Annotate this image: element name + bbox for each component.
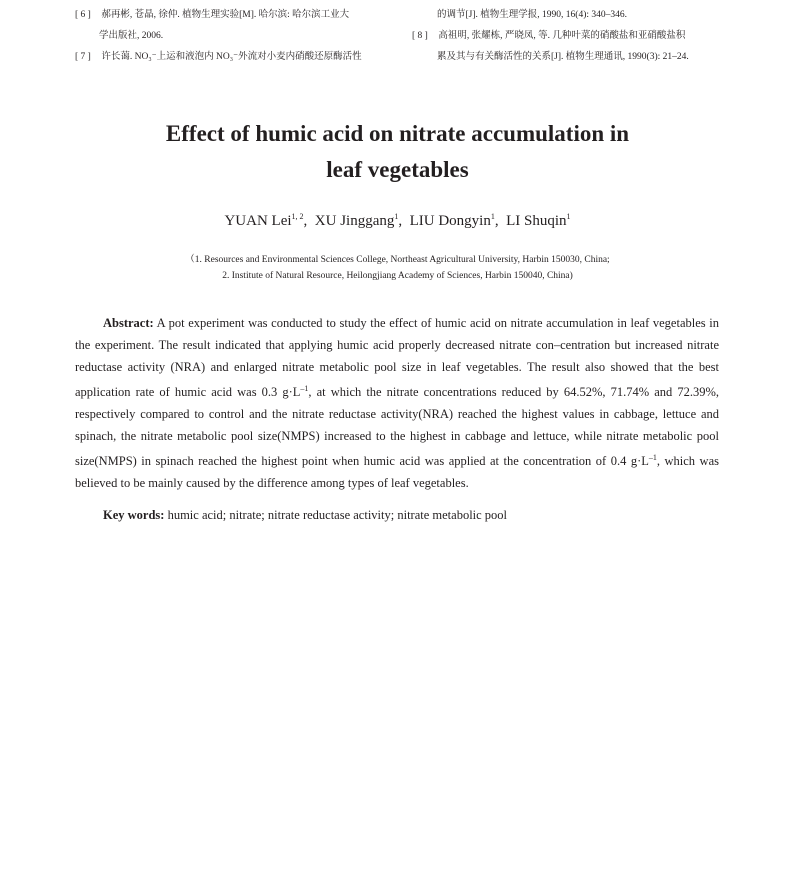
author-separator: , — [494, 213, 507, 229]
author-affiliation-mark: 1, 2 — [291, 212, 304, 221]
affiliation-line-1: （1. Resources and Environmental Sciences College, Northeast Agricultural University, Harbin 150030, China; — [185, 255, 610, 265]
abstract-text-part1: A pot experiment was conducted to study the effect of humic acid on nitrate accumulation in leaf vegetables in the experiment. The result indicated that applying humic acid properly decreased nitrate con–centration but increased nitrate reductase activity (NRA) and enlarged nitrate metabolic pool size in leaf vegetables. The result also showed that the best application rate of humic acid was 0.3 g·L — [75, 316, 719, 400]
reference-6-line2: 学出版社, 2006. — [99, 31, 164, 41]
author-separator: , — [398, 213, 410, 229]
unit-superscript: –1 — [648, 453, 657, 463]
author-affiliation-mark: 1 — [490, 212, 495, 221]
keywords-label: Key words: — [103, 508, 165, 522]
reference-text: 高祖明, 张耀栋, 严晓凤, 等. 几种叶菜的硝酸盐和亚硝酸盐积 — [438, 31, 686, 41]
reference-number: [ 8 ] — [412, 31, 428, 41]
reference-number: [ 7 ] — [75, 52, 91, 62]
author-name: XU Jinggang — [314, 213, 395, 229]
author-list — [0, 212, 795, 230]
unit-superscript: –1 — [300, 384, 309, 393]
keywords-line — [75, 508, 719, 523]
reference-7-line1 — [75, 48, 362, 62]
reference-number: [ 6 ] — [75, 10, 91, 20]
reference-text: 许长蔼. NO₃⁻上运和液泡内 NO₃⁻外流对小麦内硝酸还原酶活性 — [101, 52, 362, 62]
reference-6-line1 — [75, 6, 349, 20]
abstract-text-part3: , which was believed to be mainly caused by the difference among types of leaf vegetables. — [75, 454, 719, 491]
reference-8-line1 — [412, 27, 685, 41]
abstract-label: Abstract: — [103, 316, 154, 330]
reference-7-continuation: 的调节[J]. 植物生理学报, 1990, 16(4): 340–346. — [437, 10, 627, 20]
abstract-paragraph — [75, 312, 719, 494]
author — [410, 213, 507, 229]
keywords-text: humic acid; nitrate; nitrate reductase activity; nitrate metabolic pool — [164, 508, 508, 522]
author-affiliation-mark: 1 — [394, 212, 399, 221]
author-name: YUAN Lei — [224, 213, 292, 229]
title-line-1: Effect of humic acid on nitrate accumulation in — [165, 121, 630, 146]
author-name: LI Shuqin — [506, 213, 567, 229]
author — [315, 213, 410, 229]
reference-8-line2: 累及其与有关酶活性的关系[J]. 植物生理通讯, 1990(3): 21–24. — [437, 52, 689, 62]
affiliation-line-2: 2. Institute of Natural Resource, Heilongjiang Academy of Sciences, Harbin 150040, China) — [222, 271, 573, 281]
title-line-2: leaf vegetables — [326, 157, 469, 182]
author-separator: , — [303, 213, 315, 229]
author — [224, 213, 314, 229]
author-name: LIU Dongyin — [409, 213, 491, 229]
author-affiliation-mark: 1 — [566, 212, 571, 221]
author — [506, 213, 570, 229]
abstract-text-part2: , at which the nitrate concentrations reduced by 64.52%, 71.74% and 72.39%, respectively compared to control and the nitrate reductase activity(NRA) reached the highest values in cabbage, lettuce and spinach, the nitrate metabolic pool size(NMPS) increased to the highest in cabbage and lettuce, while nitrate metabolic pool size(NMPS) in spinach reached the highest point when humic acid was applied at the concentration of 0.4 g·L — [75, 385, 720, 469]
reference-text: 郝再彬, 苍晶, 徐仲. 植物生理实验[M]. 哈尔滨: 哈尔滨工业大 — [101, 10, 350, 20]
paper-title — [0, 116, 795, 188]
